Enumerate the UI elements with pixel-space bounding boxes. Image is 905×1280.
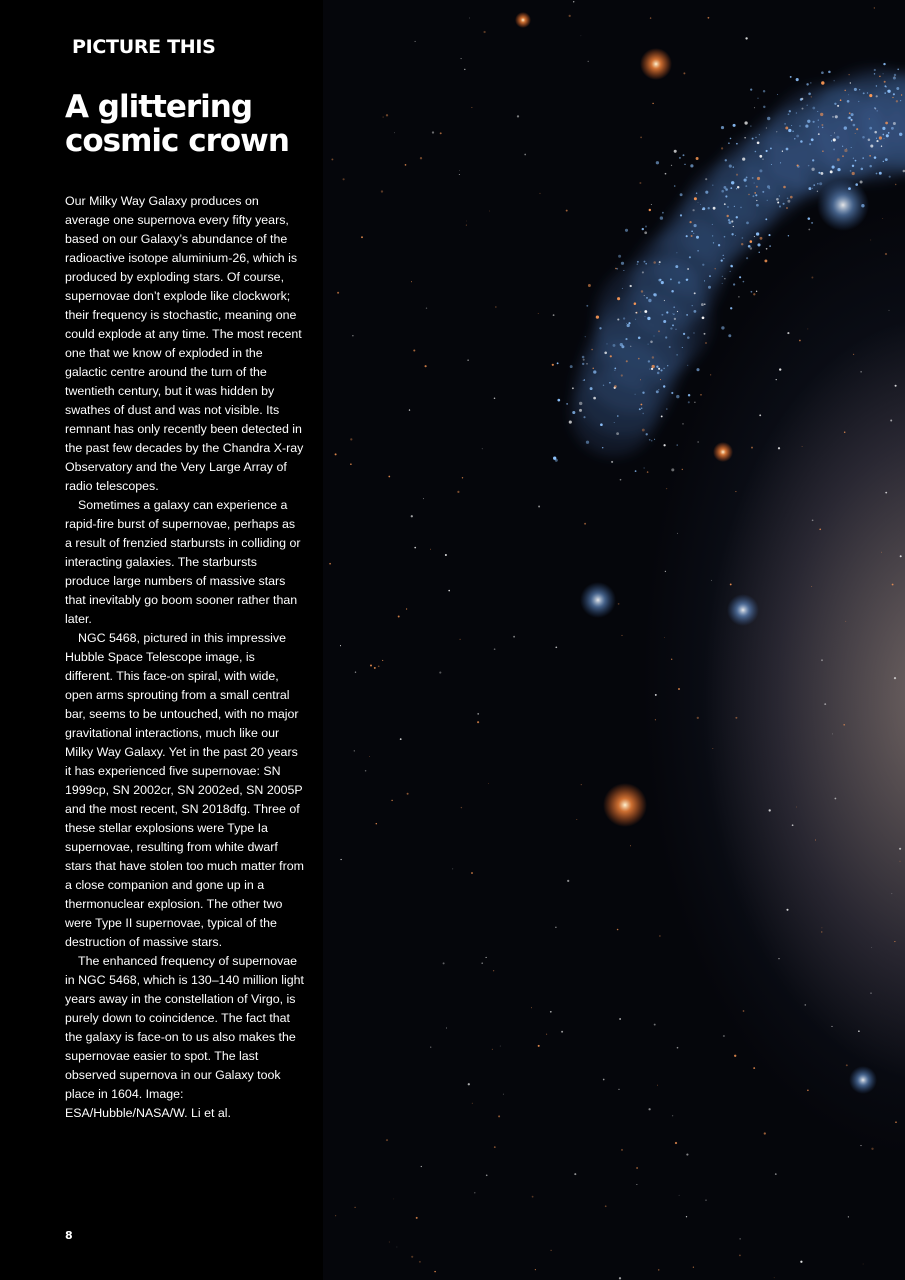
page-number: 8 — [65, 1229, 73, 1242]
paragraph-1: Our Milky Way Galaxy produces on average one supernova every fifty years, based on our Galaxy’s abundance of the radioactive isotope aluminium-26, which is produced by exploding stars. Of course, supernovae don’t explode like clockwork; their frequency is stochastic, meaning one could explode at any time. The most recent one that we know of exploded in the galactic centre around the turn of the twentieth century, but it was hidden by swathes of dust and was not visible. Its remnant has only recently been detected in the past few decades by the Chandra X-ray Observatory and the Very Large Array of radio telescopes. — [65, 194, 304, 493]
paragraph-4: The enhanced frequency of supernovae in NGC 5468, which is 130–140 million light years away in the constellation of Virgo, is purely down to coincidence. The fact that the galaxy is face-on to us also makes the supernovae easier to spot. The last observed supernova in our Galaxy took place in 1604. Image: ESA/Hubble/NASA/W. Li et al. — [65, 954, 304, 1120]
section-label: PICTURE THIS — [72, 36, 216, 58]
headline: A glittering cosmic crown — [65, 89, 289, 159]
galaxy-photo — [323, 0, 905, 1280]
galaxy-starfield — [323, 0, 905, 1280]
paragraph-2: Sometimes a galaxy can experience a rapid-fire burst of supernovae, perhaps as a result of frenzied starbursts in colliding or interacting galaxies. The starbursts produce large numbers of massive stars that inevitably go boom sooner rather than later. — [65, 498, 301, 626]
article-body — [65, 192, 305, 1123]
text-column — [0, 0, 323, 1280]
paragraph-3: NGC 5468, pictured in this impressive Hubble Space Telescope image, is different. This face-on spiral, with wide, open arms sprouting from a small central bar, seems to be untouched, with no major gravitational interactions, much like our Milky Way Galaxy. Yet in the past 20 years it has experienced five supernovae: SN 1999cp, SN 2002cr, SN 2002ed, SN 2005P and the most recent, SN 2018dfg. Three of these stellar explosions were Type Ia supernovae, resulting from white dwarf stars that have stolen too much matter from a close companion and gone up in a thermonuclear explosion. The other two were Type II supernovae, typical of the destruction of massive stars. — [65, 631, 304, 949]
